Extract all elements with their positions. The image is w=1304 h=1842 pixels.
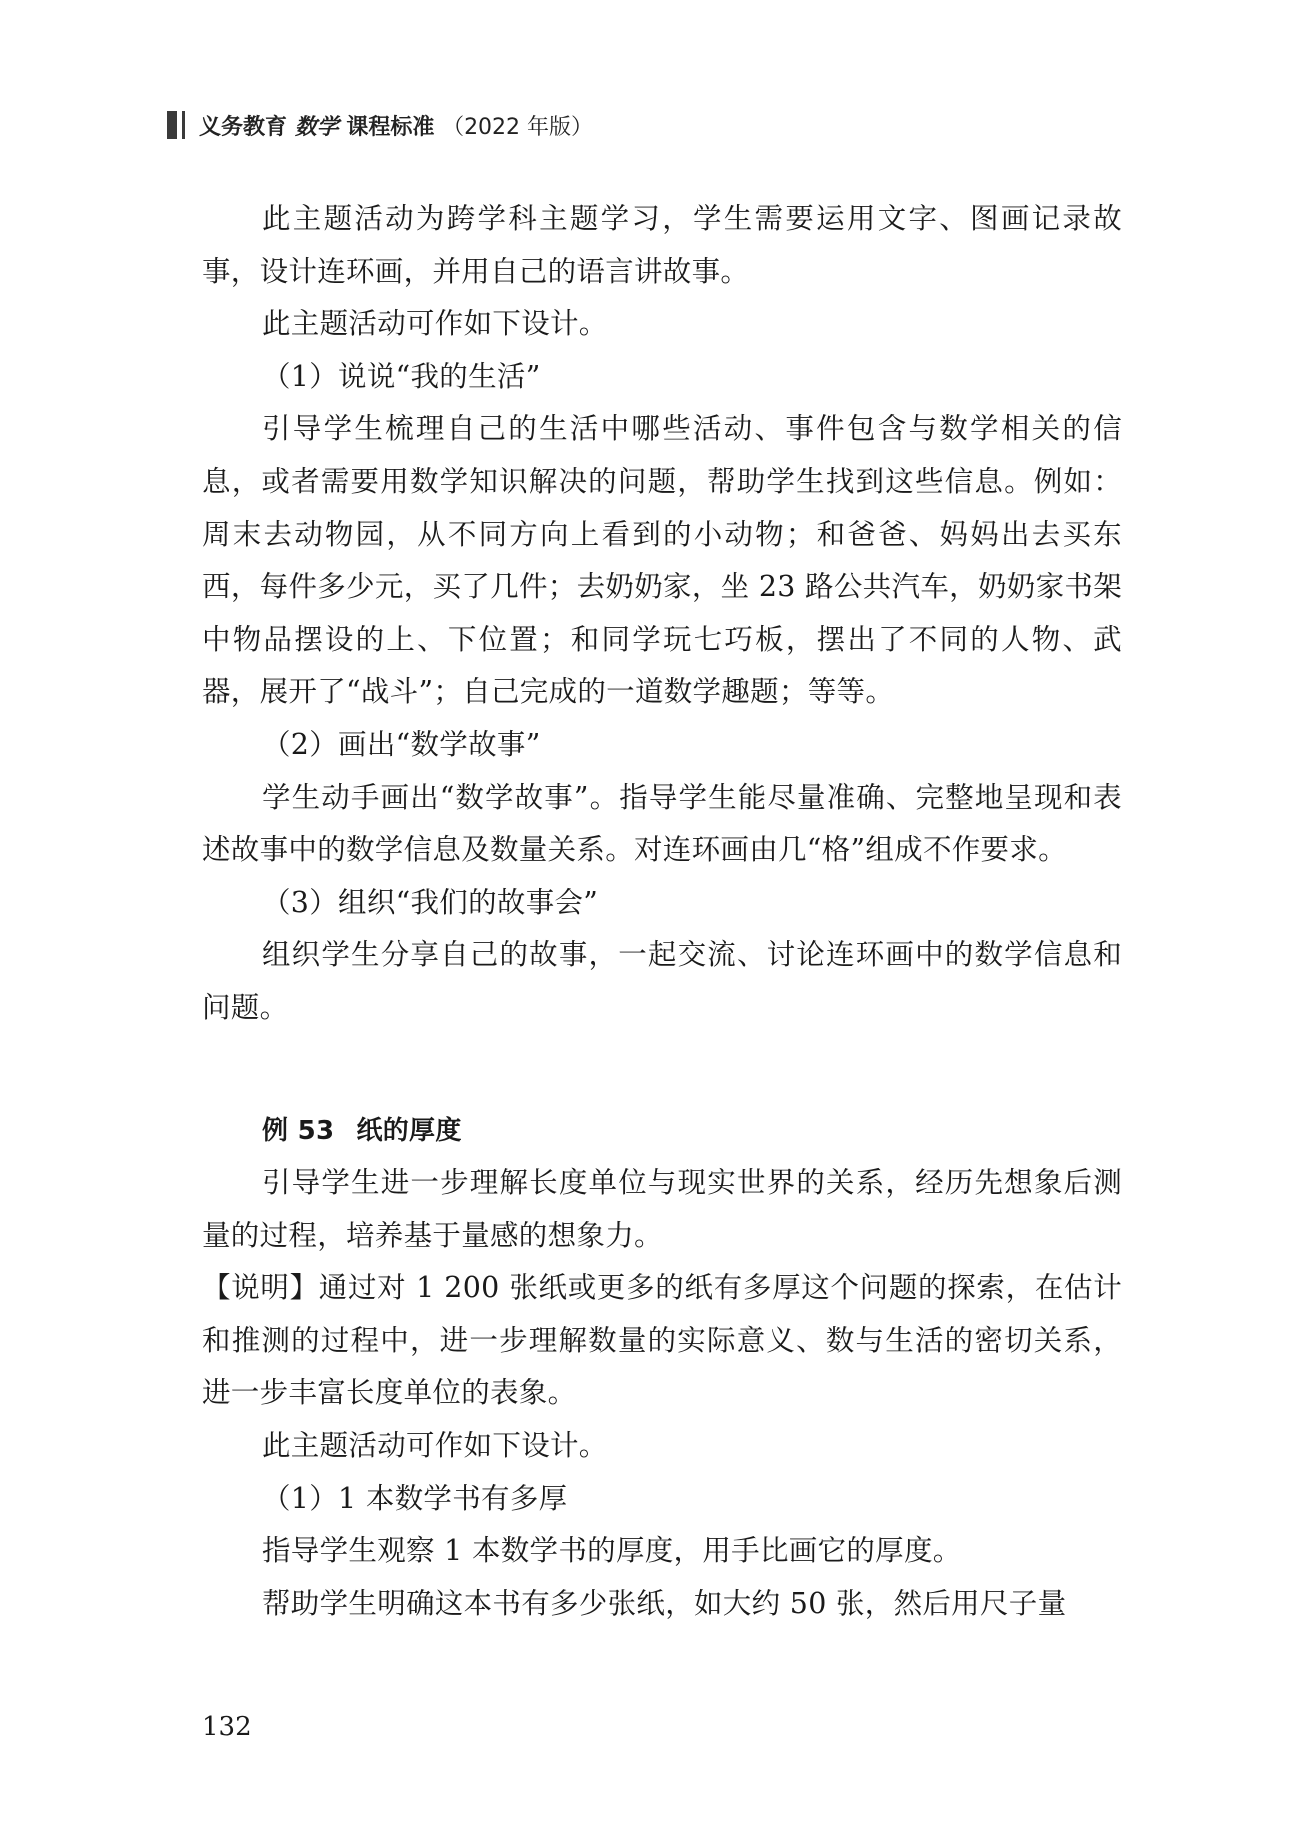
paragraph-example-goal: 引导学生进一步理解长度单位与现实世界的关系，经历先想象后测量的过程，培养基于量感的想象力。	[202, 1166, 1122, 1252]
paragraph-note	[202, 1262, 1122, 1420]
step-heading-2: （2）画出“数学故事”	[262, 727, 541, 761]
example-number: 例 53	[262, 1115, 335, 1146]
step-heading-3: （3）组织“我们的故事会”	[262, 885, 599, 919]
header-bar-thick	[167, 111, 177, 139]
step-heading-1: （1）说说“我的生活”	[262, 359, 541, 393]
header-bar-thin	[182, 111, 185, 139]
paragraph-intro: 此主题活动为跨学科主题学习，学生需要运用文字、图画记录故事，设计连环画，并用自己的语言讲故事。	[202, 202, 1122, 288]
paragraph-design-intro: 此主题活动可作如下设计。	[262, 307, 608, 341]
header-title-subject: 数学	[294, 114, 339, 140]
running-header	[167, 110, 593, 140]
paragraph-step-2: 学生动手画出“数学故事”。指导学生能尽量准确、完整地呈现和表述故事中的数学信息及数量关系。对连环画由几“格”组成不作要求。	[202, 780, 1122, 867]
example-title: 纸的厚度	[356, 1115, 462, 1146]
header-title-part2: 课程标准	[346, 114, 435, 140]
header-title-part1: 义务教育	[199, 114, 288, 140]
note-text: 通过对 1 200 张纸或更多的纸有多厚这个问题的探索，在估计和推测的过程中，进一步理解数量的实际意义、数与生活的密切关系，进一步丰富长度单位的表象。	[202, 1271, 1123, 1410]
section-spacer	[202, 1035, 1122, 1105]
header-title	[199, 110, 593, 141]
page-number: 132	[202, 1712, 252, 1742]
header-bar-icon	[167, 111, 185, 139]
example-heading	[202, 1105, 1122, 1158]
paragraph-measure: 帮助学生明确这本书有多少张纸，如大约 50 张，然后用尺子量	[262, 1586, 1067, 1620]
body-text	[202, 193, 1122, 1630]
paragraph-design-intro-2: 此主题活动可作如下设计。	[262, 1429, 608, 1463]
paragraph-step-3: 组织学生分享自己的故事，一起交流、讨论连环画中的数学信息和问题。	[202, 938, 1122, 1024]
paragraph-step-1: 引导学生梳理自己的生活中哪些活动、事件包含与数学相关的信息，或者需要用数学知识解决的问题，帮助学生找到这些信息。例如：周末去动物园，从不同方向上看到的小动物；和爸爸、妈妈出去买东西，每件多少元，买了几件；去奶奶家，坐 23 路公共汽车，奶奶家书架中物品摆设的上、下位置；和同学玩七巧板，摆出了不同的人物、武器，展开了“战斗”；自己完成的一道数学趣题；等等。	[202, 412, 1122, 709]
header-title-edition: （2022 年版）	[442, 114, 594, 140]
paragraph-observe: 指导学生观察 1 本数学书的厚度，用手比画它的厚度。	[262, 1534, 962, 1568]
note-label: 【说明】	[202, 1271, 319, 1305]
step-heading-example-1: （1）1 本数学书有多厚	[262, 1481, 568, 1515]
